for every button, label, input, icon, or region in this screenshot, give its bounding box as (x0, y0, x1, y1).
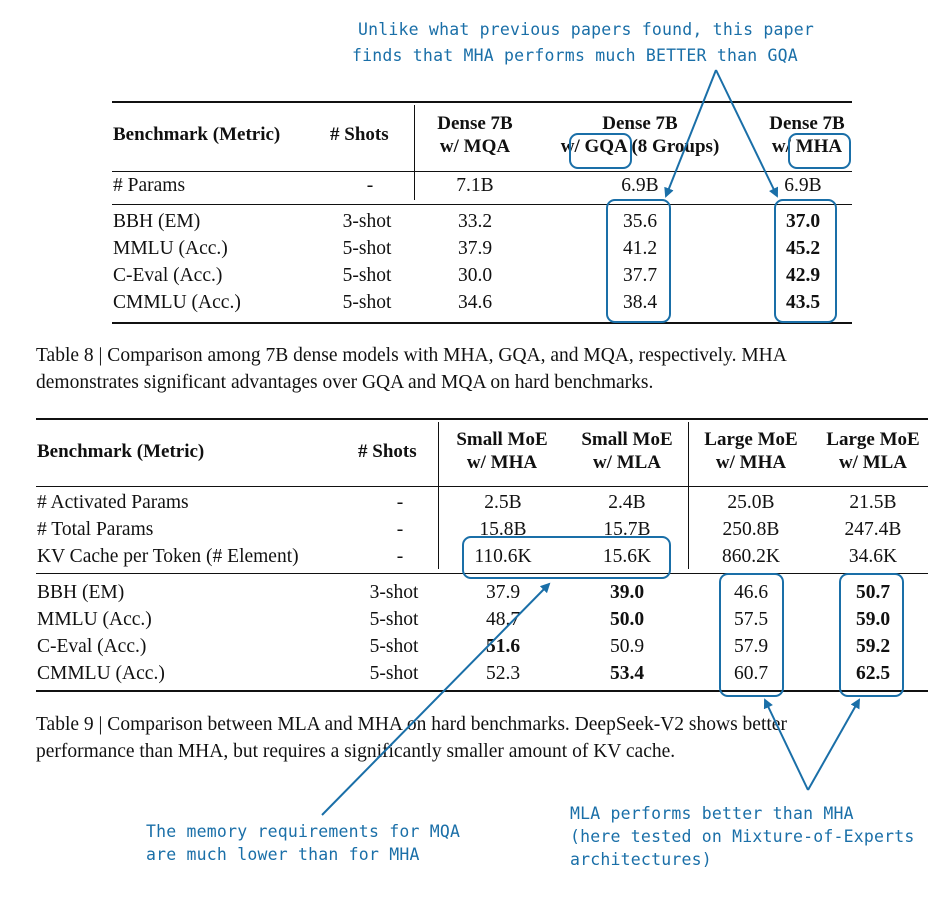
table-row: MMLU (Acc.) (37, 609, 152, 630)
value-cell: 2.5B (484, 492, 522, 513)
value-cell: 247.4B (844, 519, 902, 540)
value-cell: 30.0 (457, 265, 493, 286)
value-cell-best: 50.7 (855, 582, 891, 603)
table8-header-gqa: Dense 7B w/ GQA (8 Groups) (560, 113, 720, 157)
table8-params-gqa: 6.9B (621, 175, 659, 196)
table9-header-benchmark: Benchmark (Metric) (37, 441, 205, 462)
value-cell: 57.5 (733, 609, 769, 630)
value-cell: 250.8B (722, 519, 780, 540)
value-cell: 37.7 (622, 265, 658, 286)
value-cell: 37.9 (485, 582, 521, 603)
table-row: KV Cache per Token (# Element) (37, 546, 299, 567)
arrow-to-large-mha (765, 700, 808, 790)
table-row: # Total Params (37, 519, 154, 540)
value-cell-best: 39.0 (609, 582, 645, 603)
value-cell: 38.4 (622, 292, 658, 313)
table8-params-mqa: 7.1B (456, 175, 494, 196)
shots-cell: - (396, 546, 404, 567)
shots-cell: 5-shot (342, 265, 392, 286)
arrow-to-mha (716, 70, 777, 196)
table8-params-shots: - (366, 175, 374, 196)
table-row: BBH (EM) (37, 582, 125, 603)
table9-header-large-mha: Large MoE w/ MHA (704, 429, 798, 473)
table8-params-label: # Params (113, 175, 186, 196)
table-row: BBH (EM) (113, 211, 201, 232)
value-cell-best: 59.0 (855, 609, 891, 630)
value-cell-best: 43.5 (785, 292, 821, 313)
value-cell-best: 37.0 (785, 211, 821, 232)
value-cell-best: 51.6 (485, 636, 521, 657)
value-cell-best: 53.4 (609, 663, 645, 684)
value-cell-best: 50.0 (609, 609, 645, 630)
value-cell-best: 59.2 (855, 636, 891, 657)
top-annotation-line-1: Unlike what previous papers found, this paper (358, 20, 815, 39)
shots-cell: 5-shot (369, 609, 419, 630)
value-cell: 34.6 (457, 292, 493, 313)
table8-header-benchmark: Benchmark (Metric) (113, 124, 281, 145)
shots-cell: 3-shot (342, 211, 392, 232)
value-cell: 35.6 (622, 211, 658, 232)
top-annotation-line-2: finds that MHA performs much BETTER than GQA (352, 46, 798, 65)
value-cell-best: 42.9 (785, 265, 821, 286)
table9-header-shots: # Shots (358, 441, 417, 462)
table-row: MMLU (Acc.) (113, 238, 228, 259)
shots-cell: 5-shot (369, 663, 419, 684)
table-row: C-Eval (Acc.) (113, 265, 223, 286)
value-cell: 57.9 (733, 636, 769, 657)
value-cell-best: 62.5 (855, 663, 891, 684)
shots-cell: - (396, 492, 404, 513)
value-cell: 46.6 (733, 582, 769, 603)
shots-cell: 5-shot (342, 238, 392, 259)
value-cell: 860.2K (722, 546, 780, 567)
value-cell: 25.0B (727, 492, 775, 513)
value-cell: 41.2 (622, 238, 658, 259)
arrow-to-large-mla (808, 700, 859, 790)
value-cell-best: 45.2 (785, 238, 821, 259)
value-cell: 50.9 (609, 636, 645, 657)
table8-header-shots: # Shots (330, 124, 389, 145)
table8-header-mha: Dense 7B w/ MHA (769, 113, 845, 157)
table8-caption: Table 8 | Comparison among 7B dense models with MHA, GQA, and MQA, respectively. MHA demonstrates significant advantages over GQA and MQA on hard benchmarks. (36, 345, 787, 393)
table8-params-mha: 6.9B (784, 175, 822, 196)
value-cell: 52.3 (485, 663, 521, 684)
bottom-right-annotation: MLA performs better than MHA (here tested on Mixture-of-Experts architectures) (570, 804, 915, 869)
table9-header-small-mla: Small MoE w/ MLA (581, 429, 673, 473)
table-row: # Activated Params (37, 492, 189, 513)
bottom-left-annotation: The memory requirements for MQA are much lower than for MHA (146, 822, 461, 864)
shots-cell: 5-shot (342, 292, 392, 313)
table-row: CMMLU (Acc.) (113, 292, 241, 313)
value-cell: 15.8B (479, 519, 527, 540)
arrow-to-kv-cache (322, 584, 549, 815)
value-cell: 15.7B (603, 519, 651, 540)
value-cell: 110.6K (474, 546, 532, 567)
table9-caption: Table 9 | Comparison between MLA and MHA on hard benchmarks. DeepSeek-V2 shows better performance than MHA, but requires a significantly smaller amount of KV cache. (36, 714, 787, 762)
value-cell: 60.7 (733, 663, 769, 684)
arrow-to-gqa (666, 70, 716, 196)
value-cell: 15.6K (602, 546, 652, 567)
table8-header-mqa: Dense 7B w/ MQA (437, 113, 513, 157)
table-row: CMMLU (Acc.) (37, 663, 165, 684)
value-cell: 2.4B (608, 492, 646, 513)
value-cell: 37.9 (457, 238, 493, 259)
shots-cell: - (396, 519, 404, 540)
table-row: C-Eval (Acc.) (37, 636, 147, 657)
value-cell: 48.7 (485, 609, 521, 630)
table9-header-large-mla: Large MoE w/ MLA (826, 429, 920, 473)
value-cell: 33.2 (457, 211, 493, 232)
value-cell: 21.5B (849, 492, 897, 513)
shots-cell: 5-shot (369, 636, 419, 657)
value-cell: 34.6K (848, 546, 898, 567)
shots-cell: 3-shot (369, 582, 419, 603)
table9-header-small-mha: Small MoE w/ MHA (456, 429, 548, 473)
